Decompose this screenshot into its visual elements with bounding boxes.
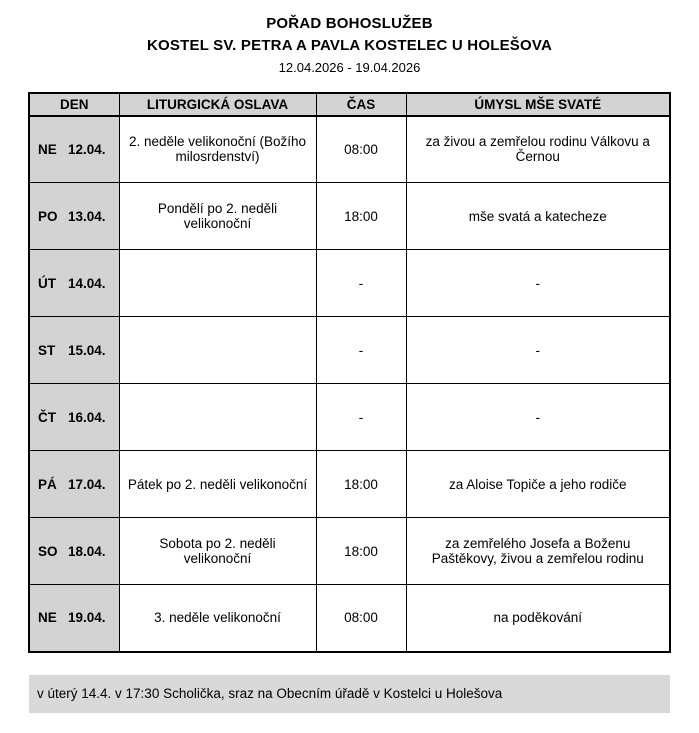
table-row bbox=[29, 116, 670, 183]
day-cell bbox=[29, 116, 119, 183]
table-row bbox=[29, 384, 670, 451]
page-title: POŘAD BOHOSLUŽEB bbox=[266, 15, 433, 32]
intention-cell: za zemřelého Josefa a Boženu Paštěkovy, živou a zemřelou rodinu bbox=[406, 518, 670, 585]
table-row bbox=[29, 250, 670, 317]
intention-cell: - bbox=[406, 384, 670, 451]
time-cell: - bbox=[316, 384, 406, 451]
celebration-cell: Pátek po 2. neděli velikonoční bbox=[119, 451, 316, 518]
time-cell: 18:00 bbox=[316, 451, 406, 518]
day-date: 19.04. bbox=[68, 610, 106, 626]
page-subtitle: KOSTEL SV. PETRA A PAVLA KOSTELEC U HOLEŠOVA bbox=[147, 36, 552, 54]
day-cell bbox=[29, 384, 119, 451]
table-header-row bbox=[29, 93, 670, 116]
time-cell: - bbox=[316, 317, 406, 384]
day-date: 16.04. bbox=[68, 409, 106, 425]
time-cell: 08:00 bbox=[316, 116, 406, 183]
day-date: 17.04. bbox=[68, 476, 106, 492]
footer-note-strip bbox=[29, 675, 670, 713]
time-cell: - bbox=[316, 250, 406, 317]
day-abbrev: ČT bbox=[38, 409, 56, 425]
day-date: 18.04. bbox=[68, 543, 106, 559]
intention-cell: za Aloise Topiče a jeho rodiče bbox=[406, 451, 670, 518]
intention-cell: - bbox=[406, 250, 670, 317]
day-abbrev: ÚT bbox=[38, 275, 56, 291]
table-row bbox=[29, 518, 670, 585]
day-abbrev: NE bbox=[38, 610, 57, 626]
column-header-liturgicka-oslava: LITURGICKÁ OSLAVA bbox=[119, 93, 316, 116]
day-date: 13.04. bbox=[68, 208, 106, 224]
celebration-cell: Sobota po 2. neděli velikonoční bbox=[119, 518, 316, 585]
celebration-cell bbox=[119, 384, 316, 451]
day-cell bbox=[29, 183, 119, 250]
day-abbrev: PO bbox=[38, 208, 58, 224]
celebration-cell bbox=[119, 317, 316, 384]
intention-cell: - bbox=[406, 317, 670, 384]
table-row bbox=[29, 451, 670, 518]
document-header bbox=[0, 0, 699, 75]
celebration-cell: 2. neděle velikonoční (Božího milosrdenství) bbox=[119, 116, 316, 183]
date-range: 12.04.2026 - 19.04.2026 bbox=[278, 59, 421, 75]
celebration-cell: Pondělí po 2. neděli velikonoční bbox=[119, 183, 316, 250]
day-abbrev: ST bbox=[38, 342, 56, 358]
celebration-cell: 3. neděle velikonoční bbox=[119, 585, 316, 652]
day-cell bbox=[29, 250, 119, 317]
footer-note-text: v úterý 14.4. v 17:30 Scholička, sraz na Obecním úřadě v Kostelci u Holešova bbox=[37, 686, 503, 701]
day-abbrev: PÁ bbox=[38, 476, 57, 492]
time-cell: 18:00 bbox=[316, 183, 406, 250]
table-row bbox=[29, 585, 670, 652]
day-cell bbox=[29, 451, 119, 518]
schedule-table bbox=[28, 92, 671, 653]
day-date: 12.04. bbox=[68, 141, 106, 157]
table-row bbox=[29, 183, 670, 250]
column-header-den: DEN bbox=[29, 93, 119, 116]
day-date: 15.04. bbox=[68, 342, 106, 358]
time-cell: 08:00 bbox=[316, 585, 406, 652]
intention-cell: mše svatá a katecheze bbox=[406, 183, 670, 250]
column-header-umysl: ÚMYSL MŠE SVATÉ bbox=[406, 93, 670, 116]
column-header-cas: ČAS bbox=[316, 93, 406, 116]
intention-cell: za živou a zemřelou rodinu Válkovu a Černou bbox=[406, 116, 670, 183]
time-cell: 18:00 bbox=[316, 518, 406, 585]
day-abbrev: NE bbox=[38, 141, 57, 157]
day-cell bbox=[29, 518, 119, 585]
day-abbrev: SO bbox=[38, 543, 58, 559]
day-date: 14.04. bbox=[68, 275, 106, 291]
table-row bbox=[29, 317, 670, 384]
day-cell bbox=[29, 317, 119, 384]
intention-cell: na poděkování bbox=[406, 585, 670, 652]
celebration-cell bbox=[119, 250, 316, 317]
day-cell bbox=[29, 585, 119, 652]
